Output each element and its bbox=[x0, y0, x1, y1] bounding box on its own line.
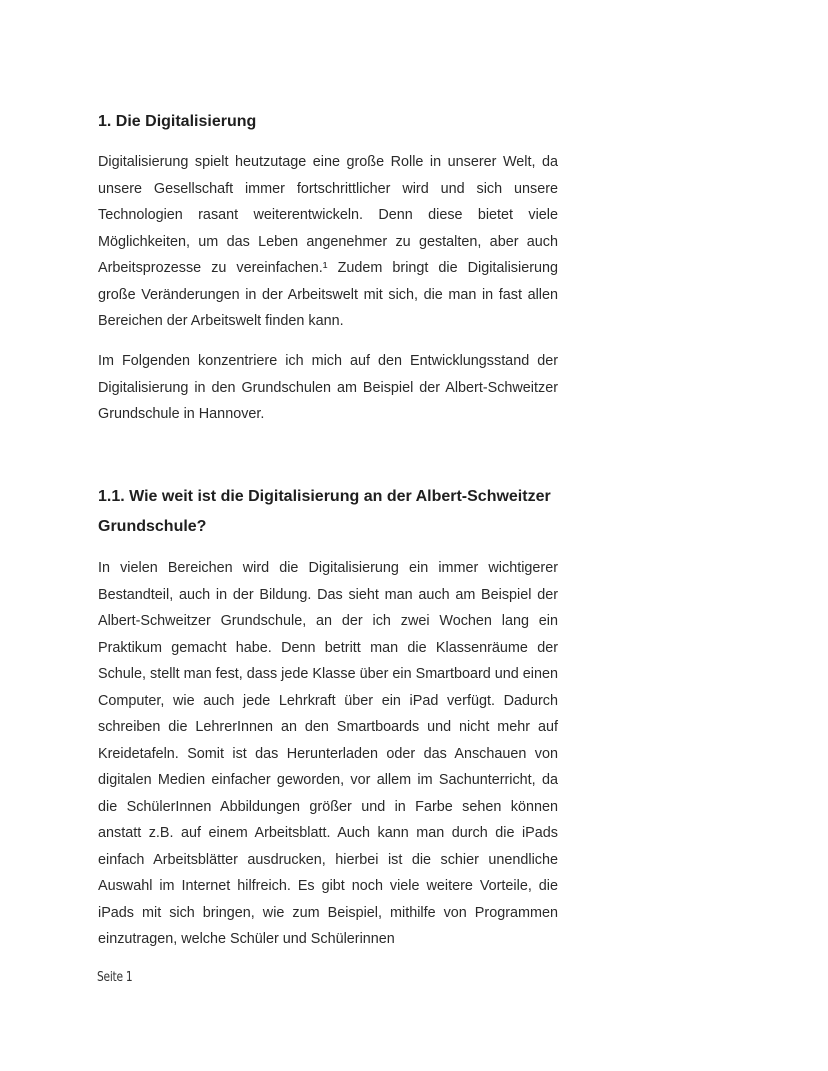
paragraph-intro: Digitalisierung spielt heutzutage eine große Rolle in unserer Welt, da unsere Gesellschaft immer fortschrittlicher wird und sich unsere Technologien rasant weiterentwickeln. Denn diese bietet viele Möglichkeiten, um das Leben angenehmer zu gestalten, aber auch Arbeitsprozesse zu vereinfachen.¹ Zudem bringt die Digitalisierung große Veränderungen in der Arbeitswelt mit sich, die man in fast allen Bereichen der Arbeitswelt finden kann. bbox=[98, 154, 558, 329]
section-heading-digitalisierung: 1. Die Digitalisierung bbox=[98, 113, 257, 130]
paragraph-school-details: In vielen Bereichen wird die Digitalisierung ein immer wichtigerer Bestandteil, auch in der Bildung. Das sieht man auch am Beispiel der Albert-Schweitzer Grundschule, an der ich zwei Wochen lang ein Praktikum gemacht habe. Denn betritt man die Klassenräume der Schule, stellt man fest, dass jede Klasse über ein Smartboard und einen Computer, wie auch jede Lehrkraft über ein iPad verfügt. Dadurch schreiben die LehrerInnen an den Smartboards und nicht mehr auf Kreidetafeln. Somit ist das Herunterladen oder das Anschauen von digitalen Medien einfacher geworden, vor allem im Sachunterricht, da die SchülerInnen Abbildungen größer und in Farbe sehen können anstatt z.B. auf einem Arbeitsblatt. Auch kann man durch die iPads einfach Arbeitsblätter ausdrucken, hierbei ist die schier unendliche Auswahl im Internet hilfreich. Es gibt noch viele weitere Vorteile, die iPads mit sich bringen, wie zum Beispiel, mithilfe von Programmen einzutragen, welche Schüler und Schülerinnen bbox=[98, 560, 558, 947]
section-heading-albert-schweitzer: 1.1. Wie weit ist die Digitalisierung an der Albert-Schweitzer Grundschule? bbox=[98, 488, 551, 535]
page-number: Seite 1 bbox=[97, 970, 133, 985]
paragraph-focus: Im Folgenden konzentriere ich mich auf den Entwicklungsstand der Digitalisierung in den Grundschulen am Beispiel der Albert-Schweitzer Grundschule in Hannover. bbox=[98, 353, 558, 422]
